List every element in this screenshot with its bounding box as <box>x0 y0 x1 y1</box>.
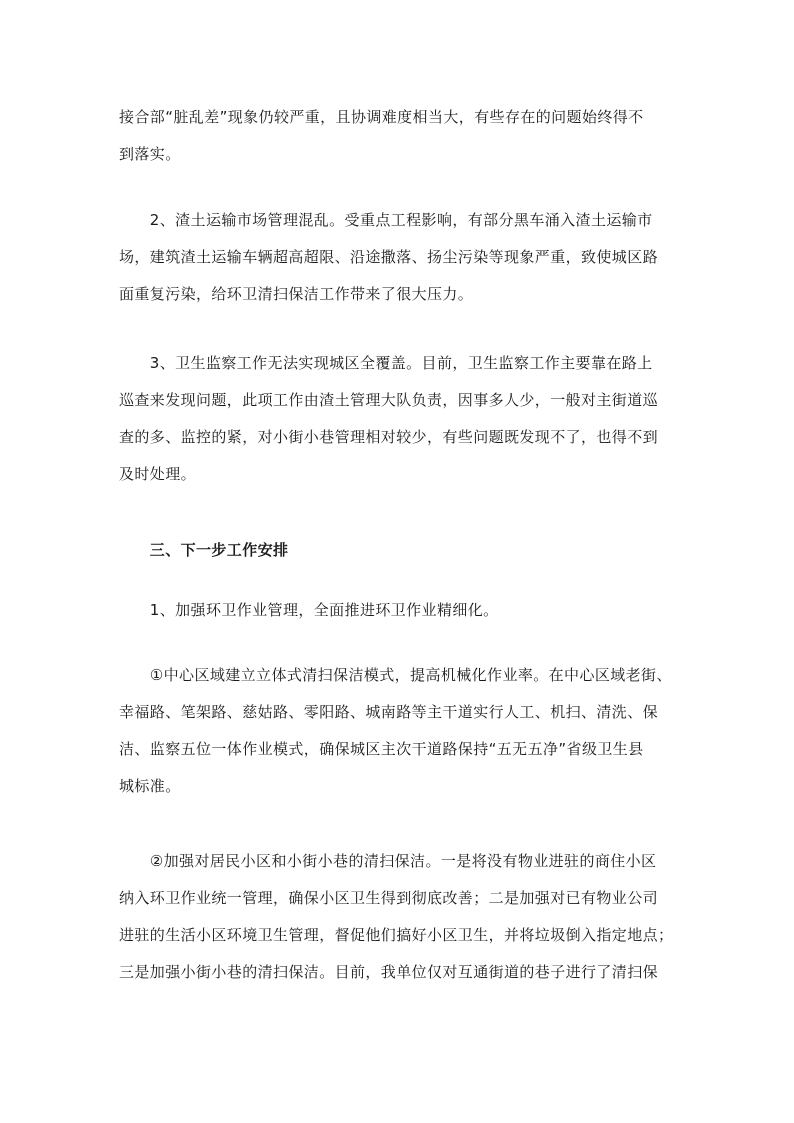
paragraph-residential-lanes <box>119 843 679 991</box>
paragraph-sanitation-inspection <box>119 345 679 493</box>
paragraph-line: 三是加强小街小巷的清扫保洁。目前，我单位仅对互通街道的巷子进行了清扫保 <box>119 963 659 981</box>
paragraph-line: 及时处理。 <box>119 465 197 483</box>
paragraph-line: ②加强对居民小区和小街小巷的清扫保洁。一是将没有物业进驻的商住小区 <box>119 852 657 870</box>
paragraph-strengthen-management <box>119 592 679 629</box>
paragraph-line: 进驻的生活小区环境卫生管理，督促他们搞好小区卫生，并将垃圾倒入指定地点； <box>119 926 674 944</box>
paragraph-central-area-cleaning <box>119 657 679 805</box>
paragraph-line: ①中心区域建立立体式清扫保洁模式，提高机械化作业率。在中心区域老街、 <box>119 666 672 684</box>
paragraph-line: 纳入环卫作业统一管理，确保小区卫生得到彻底改善；二是加强对已有物业公司 <box>119 889 659 907</box>
paragraph-line: 城标准。 <box>119 777 181 795</box>
paragraph-line: 到落实。 <box>119 145 181 163</box>
paragraph-line: 幸福路、笔架路、慈姑路、零阳路、城南路等主干道实行人工、机扫、清洗、保 <box>119 703 659 721</box>
heading-line: 三、下一步工作安排 <box>119 541 289 559</box>
paragraph-line: 接合部“脏乱差”现象仍较严重，且协调难度相当大，有些存在的问题始终得不 <box>119 108 644 126</box>
paragraph-line: 3、卫生监察工作无法实现城区全覆盖。目前，卫生监察工作主要靠在路上 <box>119 354 653 372</box>
paragraph-line: 巡查来发现问题，此项工作由渣土管理大队负责，因事多人少，一般对主街道巡 <box>119 391 659 409</box>
paragraph-line: 2、渣土运输市场管理混乱。受重点工程影响，有部分黑车涌入渣土运输市 <box>119 211 653 229</box>
section-heading-next-steps <box>119 532 679 569</box>
paragraph-line: 洁、监察五位一体作业模式，确保城区主次干道路保持“五无五净”省级卫生县 <box>119 740 644 758</box>
paragraph-muck-transport <box>119 202 679 313</box>
paragraph-urban-rural-junction <box>119 99 679 173</box>
paragraph-line: 场，建筑渣土运输车辆超高超限、沿途撒落、扬尘污染等现象严重，致使城区路 <box>119 248 659 266</box>
paragraph-line: 1、加强环卫作业管理，全面推进环卫作业精细化。 <box>119 601 499 619</box>
paragraph-line: 查的多、监控的紧，对小街小巷管理相对较少，有些问题既发现不了，也得不到 <box>119 428 659 446</box>
paragraph-line: 面重复污染，给环卫清扫保洁工作带来了很大压力。 <box>119 285 474 303</box>
